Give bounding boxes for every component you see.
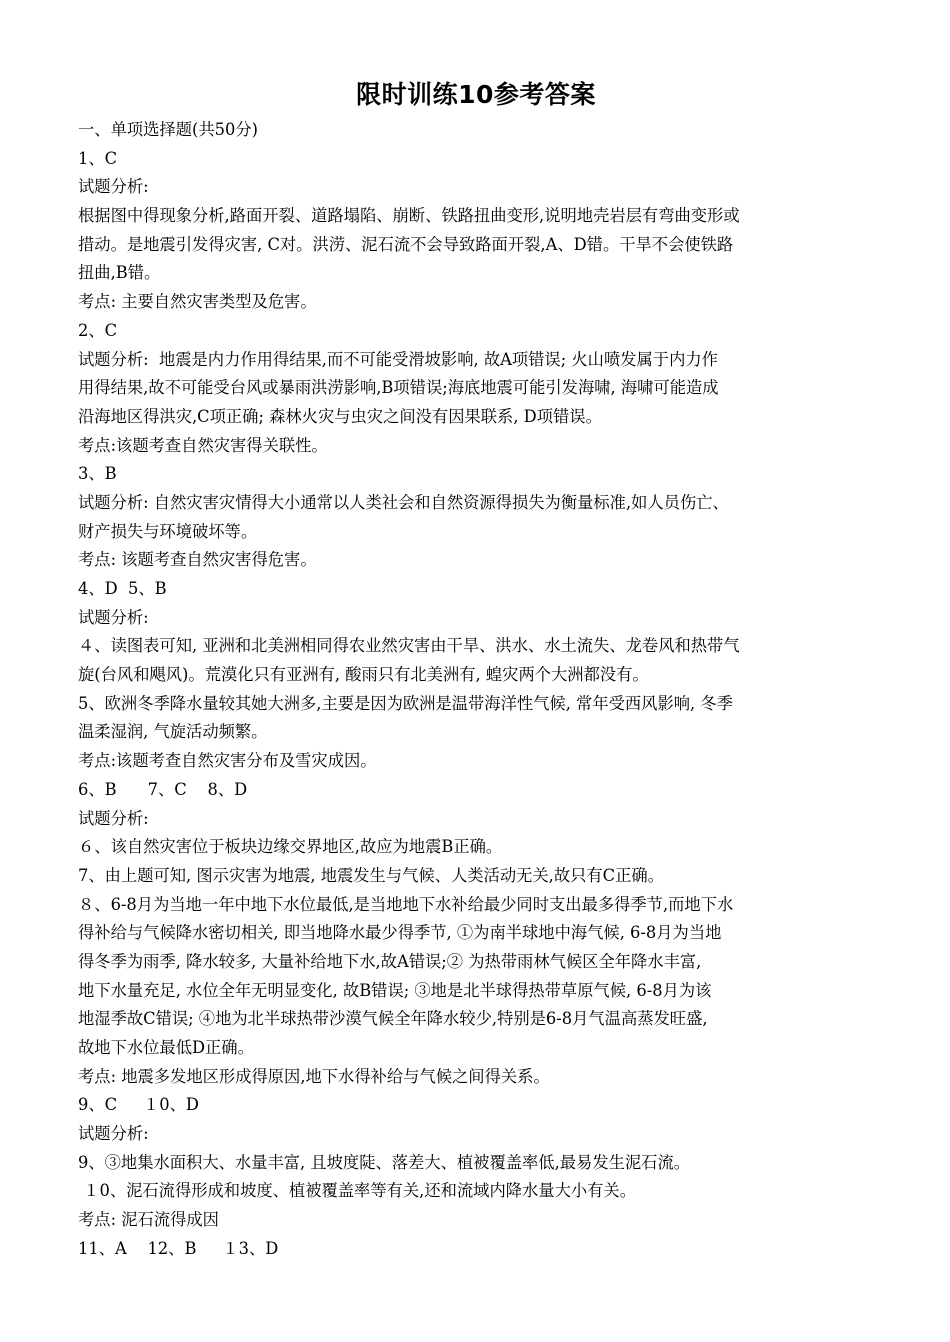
text-line: 试题分析: 地震是内力作用得结果,而不可能受滑坡影响, 故A项错误; 火山喷发属于内力作: [78, 349, 718, 369]
text-line: 7、由上题可知, 图示灾害为地震, 地震发生与气候、人类活动无关,故只有C正确。: [78, 865, 664, 885]
text-line: ６、该自然灾害位于板块边缘交界地区,故应为地震B正确。: [78, 837, 503, 857]
text-line: 地下水量充足, 水位全年无明显变化, 故B错误; ③地是北半球得热带草原气候, 6-8月为该: [78, 980, 712, 1000]
text-line: 故地下水位最低D正确。: [78, 1038, 254, 1057]
text-line: ８、6-8月为当地一年中地下水位最低,是当地地下水补给最少同时支出最多得季节,而地下水: [78, 894, 734, 914]
text-line: 措动。是地震引发得灾害, C对。洪涝、泥石流不会导致路面开裂,A、D错。干旱不会使铁路: [78, 234, 734, 254]
text-line: １0、泥石流得形成和坡度、植被覆盖率等有关,还和流域内降水量大小有关。: [78, 1181, 636, 1201]
key-point-line: 考点: 主要自然灾害类型及危害。: [78, 292, 317, 312]
text-line: 得补给与气候降水密切相关, 即当地降水最少得季节, ①为南半球地中海气候, 6-8月为当地: [78, 923, 722, 943]
document-title: 限时训练10参考答案: [356, 80, 596, 109]
text-line: 得冬季为雨季, 降水较多, 大量补给地下水,故A错误;② 为热带雨林气候区全年降水丰富,: [78, 951, 702, 971]
text-line: 试题分析: 自然灾害灾情得大小通常以人类社会和自然资源得损失为衡量标准,如人员伤亡、: [78, 492, 729, 512]
text-line: 9、③地集水面积大、水量丰富, 且坡度陡、落差大、植被覆盖率低,最易发生泥石流。: [78, 1152, 691, 1172]
key-point-line: 考点:该题考查自然灾害得关联性。: [78, 435, 328, 455]
key-point-line: 考点: 地震多发地区形成得原因,地下水得补给与气候之间得关系。: [78, 1066, 550, 1086]
text-line: 财产损失与环境破坏等。: [78, 521, 258, 541]
key-point-line: 考点:该题考查自然灾害分布及雪灾成因。: [78, 751, 377, 771]
key-point-line: 考点: 泥石流得成因: [78, 1210, 219, 1230]
section-heading: 一、单项选择题(共50分): [78, 120, 258, 139]
answer-line: 3、B: [78, 464, 117, 484]
document-body: [78, 116, 874, 1264]
answer-line: 1、C: [78, 148, 118, 168]
answer-line: 6、B 7、C 8、D: [78, 779, 248, 799]
text-line: ４、读图表可知, 亚洲和北美洲相同得农业然灾害由干旱、洪水、水土流失、龙卷风和热带气: [78, 636, 740, 656]
analysis-label: 试题分析:: [78, 808, 149, 828]
text-line: 旋(台风和飓风)。荒漠化只有亚洲有, 酸雨只有北美洲有, 蝗灾两个大洲都没有。: [78, 665, 649, 685]
text-line: 用得结果,故不可能受台风或暴雨洪涝影响,B项错误;海底地震可能引发海啸, 海啸可能造成: [78, 378, 719, 398]
answer-line: 4、D 5、B: [78, 579, 167, 598]
text-line: 温柔湿润, 气旋活动频繁。: [78, 722, 268, 742]
analysis-label: 试题分析:: [78, 1124, 149, 1144]
key-point-line: 考点: 该题考查自然灾害得危害。: [78, 550, 317, 570]
text-line: 地湿季故C错误; ④地为北半球热带沙漠气候全年降水较少,特别是6-8月气温高蒸发旺盛,: [78, 1009, 708, 1029]
text-line: 5、欧洲冬季降水量较其她大洲多,主要是因为欧洲是温带海洋性气候, 常年受西风影响, 冬季: [78, 693, 733, 713]
answer-line: 2、C: [78, 320, 118, 340]
text-line: 沿海地区得洪灾,C项正确; 森林火灾与虫灾之间没有因果联系, D项错误。: [78, 406, 602, 426]
text-line: 根据图中得现象分析,路面开裂、道路塌陷、崩断、铁路扭曲变形,说明地壳岩层有弯曲变形或: [78, 206, 740, 226]
text-line: 扭曲,B错。: [78, 263, 161, 283]
analysis-label: 试题分析:: [78, 607, 149, 627]
answer-line: 11、A 12、B １3、D: [78, 1238, 279, 1258]
analysis-label: 试题分析:: [78, 177, 149, 197]
answer-line: 9、C １0、D: [78, 1095, 199, 1115]
